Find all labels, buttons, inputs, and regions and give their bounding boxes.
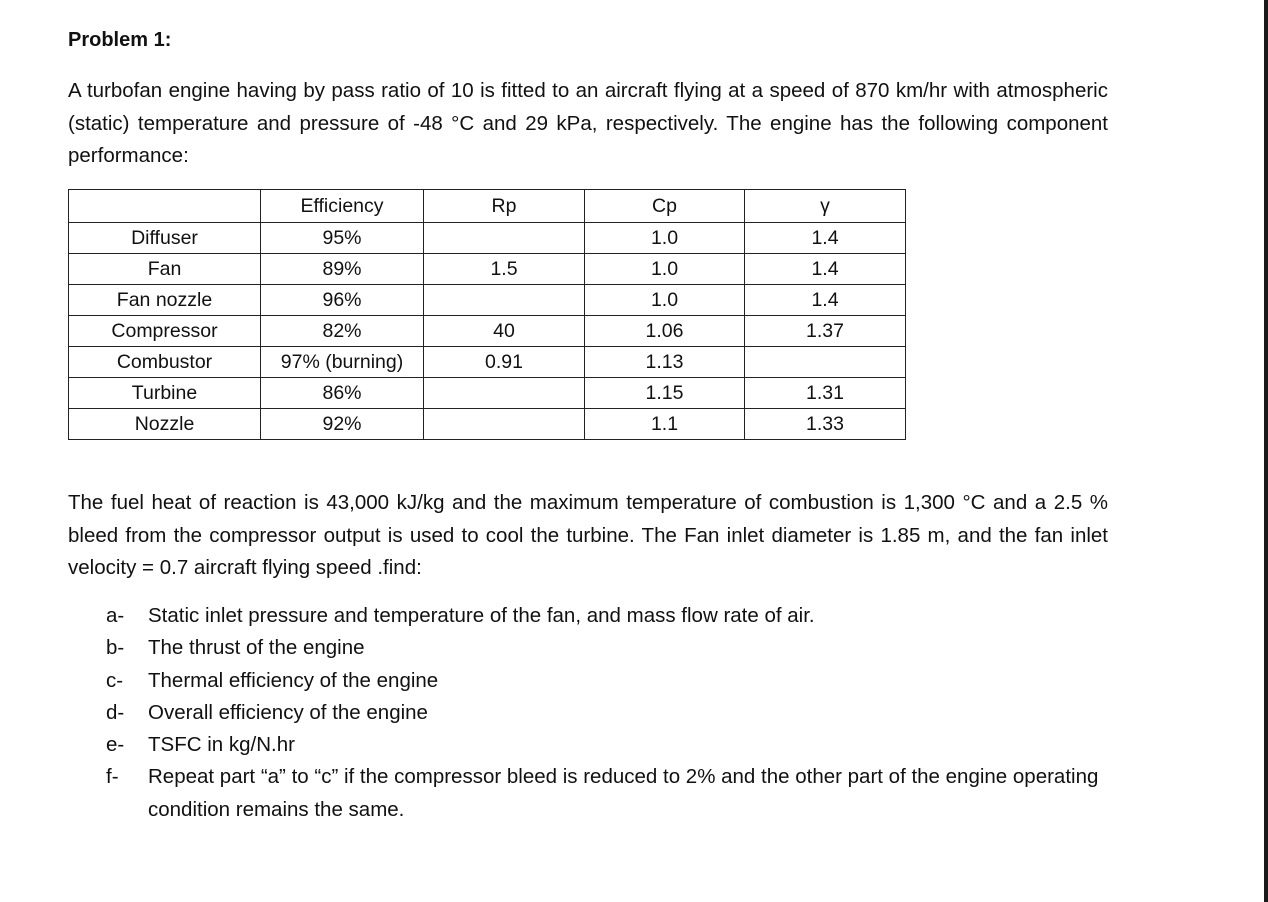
table-cell: 92%: [261, 409, 424, 440]
header-cell-gamma: γ: [745, 190, 906, 223]
problem-intro: A turbofan engine having by pass ratio of 10 is fitted to an aircraft flying at a speed of 870 km/hr with atmospheric (static) temperature and pressure of -48 °C and 29 kPa, respectively. The engine has the following component performance:: [68, 79, 1108, 167]
table-cell: Diffuser: [69, 223, 261, 254]
table-cell: 1.0: [585, 285, 745, 316]
table-row: [69, 316, 906, 347]
table-cell: 89%: [261, 254, 424, 285]
table-cell: 1.33: [745, 409, 906, 440]
list-item-text: Thermal efficiency of the engine: [148, 668, 439, 692]
list-item-text: Repeat part “a” to “c” if the compressor bleed is reduced to 2% and the other part of the engine operating condition remains the same.: [148, 765, 1099, 821]
table-header-row: [69, 190, 906, 223]
table-row: [69, 254, 906, 285]
list-item: [106, 665, 1116, 697]
table-cell: 1.13: [585, 347, 745, 378]
problem-conditions: The fuel heat of reaction is 43,000 kJ/kg and the maximum temperature of combustion is 1,300 °C and a 2.5 % bleed from the compressor output is used to cool the turbine. The Fan inlet diameter is 1.85 m, and the fan inlet velocity = 0.7 aircraft flying speed .find:: [68, 491, 1108, 579]
table-cell: [745, 347, 906, 378]
question-list: [106, 600, 1116, 826]
table-cell: 40: [424, 316, 585, 347]
header-cell-component: [69, 190, 261, 223]
header-cell-efficiency: Efficiency: [261, 190, 424, 223]
list-item-marker: d-: [106, 700, 125, 724]
list-item-text: The thrust of the engine: [148, 636, 365, 660]
table-cell: Combustor: [69, 347, 261, 378]
list-item: [106, 761, 1116, 826]
table-cell: 1.0: [585, 223, 745, 254]
table-cell: 1.15: [585, 378, 745, 409]
table-cell: 95%: [261, 223, 424, 254]
list-item: [106, 729, 1116, 761]
table-cell: 1.4: [745, 254, 906, 285]
list-item-marker: a-: [106, 604, 125, 627]
table-cell: Nozzle: [69, 409, 261, 440]
table-cell: 1.37: [745, 316, 906, 347]
table-row: [69, 285, 906, 316]
table-cell: 1.0: [585, 254, 745, 285]
table-cell: 1.5: [424, 254, 585, 285]
table-cell: Fan: [69, 254, 261, 285]
table-cell: 82%: [261, 316, 424, 347]
list-item-marker: b-: [106, 636, 125, 660]
list-item-text: Static inlet pressure and temperature of the fan, and mass flow rate of air.: [148, 604, 815, 627]
list-item: [106, 697, 1116, 729]
table-cell: [424, 378, 585, 409]
table-row: [69, 347, 906, 378]
header-cell-cp: Cp: [585, 190, 745, 223]
table-cell: Fan nozzle: [69, 285, 261, 316]
table-cell: 86%: [261, 378, 424, 409]
list-item: [106, 600, 1116, 632]
table-cell: 1.06: [585, 316, 745, 347]
table-cell: 97% (burning): [261, 347, 424, 378]
problem-title: Problem 1:: [68, 29, 172, 51]
table-cell: [424, 409, 585, 440]
list-item-marker: c-: [106, 668, 124, 692]
list-item-marker: e-: [106, 733, 125, 757]
page-edge-divider: [1264, 0, 1268, 902]
component-performance-table: [68, 189, 906, 440]
table-row: [69, 409, 906, 440]
table-cell: 1.31: [745, 378, 906, 409]
table-row: [69, 378, 906, 409]
table-cell: Turbine: [69, 378, 261, 409]
table-cell: 1.4: [745, 285, 906, 316]
table-cell: [424, 223, 585, 254]
table-cell: 1.1: [585, 409, 745, 440]
table-row: [69, 223, 906, 254]
table-cell: [424, 285, 585, 316]
table-cell: 1.4: [745, 223, 906, 254]
header-cell-rp: Rp: [424, 190, 585, 223]
list-item-marker: f-: [106, 765, 119, 789]
table-cell: 96%: [261, 285, 424, 316]
table-cell: Compressor: [69, 316, 261, 347]
table-cell: 0.91: [424, 347, 585, 378]
list-item: [106, 632, 1116, 664]
list-item-text: Overall efficiency of the engine: [148, 700, 428, 724]
list-item-text: TSFC in kg/N.hr: [148, 733, 295, 757]
